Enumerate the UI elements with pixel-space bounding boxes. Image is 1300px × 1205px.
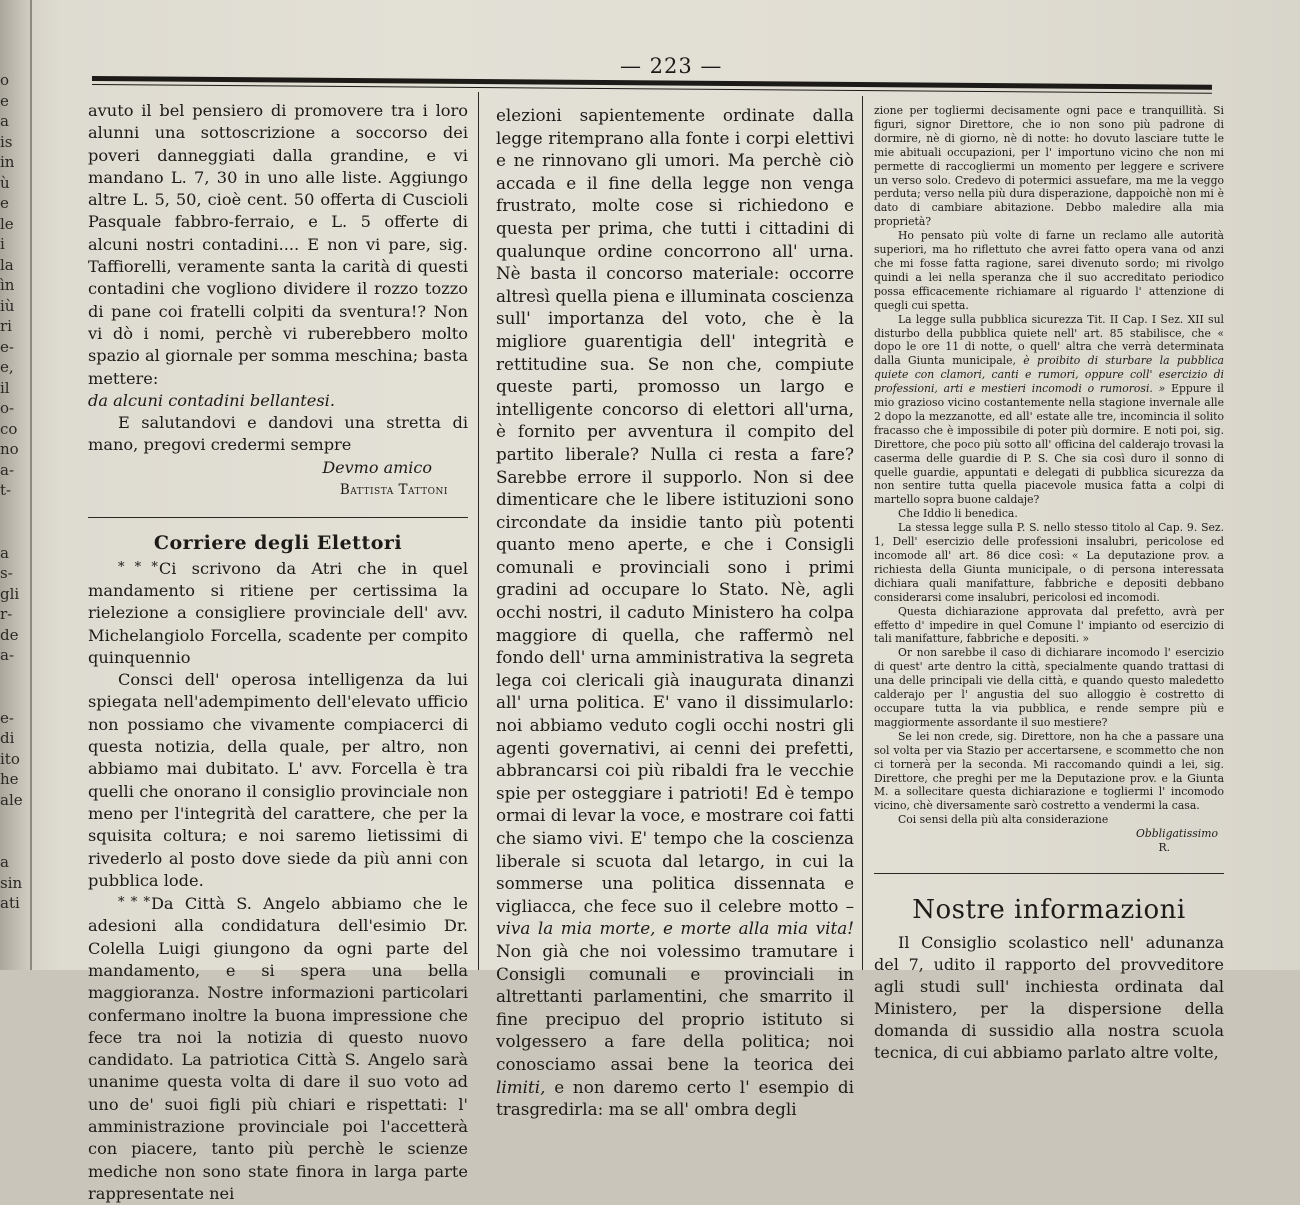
edge-fragment: no (0, 440, 19, 458)
edge-fragment: a- (0, 646, 15, 664)
edge-fragment: e (0, 91, 9, 110)
edge-fragment (0, 501, 28, 543)
column-divider-1 (478, 92, 479, 970)
letter-paragraph-italic: da alcuni contadini bellantesi. (88, 390, 335, 410)
section-heading-elettori: Corriere degli Elettori (88, 517, 468, 554)
edge-fragment: t- (0, 481, 12, 499)
news-separator-stars: * * * (118, 559, 156, 575)
edge-fragment: ù (0, 173, 10, 192)
edge-fragment: co (0, 419, 18, 438)
edge-fragment: il (0, 378, 10, 397)
edge-fragment: a (0, 853, 9, 871)
column-3 (874, 104, 1224, 1062)
previous-page-edge (0, 70, 28, 970)
news-item: Ci scrivono da Atri che in quel mandamento si ritiene per certissima la rielezione a consigliere provinciale dell' avv. Michelangiolo Forcella, scadente per compito quinquennio (88, 558, 469, 667)
edge-fragment: o (0, 71, 10, 89)
letter-paragraph: Coi sensi della più alta considerazione (898, 813, 1109, 827)
edge-fragment: in (0, 153, 15, 171)
news-paragraph: Il Consiglio scolastico nell' adunanza del 7, udito il rapporto del provveditore agli studi sull' inchiesta ordinata dal Ministero, per la dispersione della domanda di sussidio alla nostra scuola tecnica, di cui abbiamo parlato altre volte, (874, 932, 1224, 1062)
letter-paragraph: Che Iddio li benedica. (898, 507, 1018, 521)
section-heading-informazioni: Nostre informazioni (874, 873, 1224, 926)
article-text: Non già che noi volessimo tramutare i Consigli comunali e provinciali in altrettanti parlamentini, che smarrito il fine precipuo del proprio istituto si volgessero a fare della politica; noi conosciamo assai bene la teorica dei (496, 940, 854, 1074)
news-item: Da Città S. Angelo abbiamo che le adesioni alla condidatura dell'esimio Dr. Colella Luigi giungono da ogni parte del mandamento, e si spera una bella maggioranza. Nostre informazioni particolari confermano inoltre la buona impressione che fece tra noi la notizia di questo nuovo candidato. La patriotica Città S. Angelo sarà unanime questa volta di dare il suo voto ad uno de' suoi figli più chiari e rispettati: l' amministrazione provinciale poi l'accetterà con piacere, tanto più perchè le scienze mediche non sono state finora in larga parte rappresentate nei (88, 894, 468, 1203)
letter-paragraph: Se lei non crede, sig. Direttore, non ha che a passare una sol volta per via Stazio per accertarsene, e scommetto che non ci tornerà per la seconda. Mi raccomando quindi a lei, sig. Direttore, che preghi per me la Deputazione prov. e la Giunta M. a sollecitare questa dichiarazione e togliermi l' incomodo vicino, chè diversamente sarò costretto a vendermi la casa. (874, 729, 1224, 813)
edge-fragment: a (0, 543, 9, 562)
edge-fragment: e- (0, 708, 14, 727)
edge-fragment: e, (0, 358, 14, 376)
article-text: e non daremo certo l' esempio di trasgredirla: ma se all' ombra degli (496, 1076, 854, 1120)
letter-initial: R. (1158, 841, 1170, 855)
letter-paragraph: Ho pensato più volte di farne un reclamo alle autorità superiori, ma ho riflettuto che avrei fatto opera vana od anzi che mi fosse fatta ragione, sarei divenuto sordo; mi rivolgo quindi a lei nella speranza che il suo accreditato periodico possa efficacemente richiamare al riguardo l' attenzione di quegli cui spetta. (874, 229, 1224, 312)
edge-fragment (0, 810, 28, 852)
page-number: — 223 — (620, 54, 723, 78)
letter-paragraph: avuto il bel pensiero di promovere tra i loro alunni una sottoscrizione a soccorso dei poveri danneggiati dalla grandine, e vi mandano L. 7, 30 in uno alle liste. Aggiungo altre L. 5, 50, cioè cent. 50 offerta di Cuscioli Pasquale fabbro-ferraio, e L. 5 offerte di alcuni nostri contadini.... E non vi pare, sig. Taffiorelli, veramente santa la carità di questi contadini che vogliono dividere il rozzo tozzo di pane coi fratelli colpiti da sventura!? Non vi dò i nomi, perchè vi ruberebbero molto spazio al giornale per somma meschina; basta mettere: (88, 101, 468, 388)
letter-paragraph: zione per togliermi decisamente ogni pace e tranquillità. Si figuri, signor Direttore, che io non sono più padrone di dormire, nè di giorno, nè di notte: ho dovuto lasciare tutte le mie abituali occupazioni, per l' importuno vicino che non mi permette di raccogliermi un momento per leggere e scrivere un verso solo. Credevo di potermici assuefare, ma me la veggo perduta; verso nella più dura disperazione, dappoichè non mi è dato di cambiare abitazione. Debbo maledire alla mia proprietà? (874, 104, 1224, 229)
letter-paragraph: La stessa legge sulla P. S. nello stesso titolo al Cap. 9. Sez. 1, Dell' esercizio delle professioni insalubri, pericolose ed incomode all' art. 86 dice così: « La deputazione prov. a richiesta della Giunta municipale, o di persona interessata dichiara quali manifatture, fabbriche e depositi debbano considerarsi come insalubri, pericolosi ed incomodi. (874, 521, 1224, 604)
letter-paragraph: Or non sarebbe il caso di dichiarare incomodo l' esercizio di quest' arte dentro la città, specialmente quando trattasi di una delle principali vie della città, e quando questo maledetto calderajo per l' angustia del suo alloggio è costretto di occupare tutta la via pubblica, e rende sempre più e maggiormente assordante il suo mestiere? (874, 646, 1224, 729)
edge-fragment: o- (0, 399, 15, 417)
edge-fragment: ri (0, 317, 12, 335)
article-text: elezioni sapientemente ordinate dalla legge ritemprano alla fonte i corpi elettivi e ne rinnovano gli umori. Ma perchè ciò accada e il fine della legge non venga frustrato, molte cose si richiedono e questa per prima, che tutti i cittadini di qualunque ordine concorrono all' urna. Nè basta il concorso materiale: occorre altresì quella piena e illuminata coscienza sull' importanza del voto, che è la migliore guarentigia dell' integrità e rettitudine sua. Se non che, compiute queste parti, promosso un largo e intelligente concorso di elettori all'urna, è fornito per avventura il compito del partito liberale? Nulla ci resta a fare? Sarebbe errore il supporlo. Non si dee dimenticare che le libere istituzioni sono circondate da insidie tanto più potenti quanto meno aperte, e che i Consigli comunali e provinciali sono i primi gradini ad occupare lo Stato. Nè, agli occhi nostri, il caduto Ministero ha colpa maggiore di quella, che raffermò nel fondo dell' urna amministrativa la segreta lega coi clericali già inaugurata dinanzi all' urna politica. E' vano il dissimularlo: noi abbiamo veduto cogli occhi nostri gli agenti governativi, ai cenni dei prefetti, abbrancarsi coi più ribaldi fra le vecchie spie per osteggiare i patrioti! Ed è tempo ormai di levar la voce, e mostrare coi fatti che siamo vivi. E' tempo che la coscienza liberale si scuota dal letargo, in cui la sommerse una politica dissennata e vigliacca, che fece suo il celebre motto – (496, 105, 855, 916)
edge-fragment: e (0, 194, 9, 212)
edge-fragment: r- (0, 605, 13, 623)
letter-closing: E salutandovi e dandovi una stretta di mano, pregovi credermi sempre (88, 413, 468, 455)
edge-fragment (0, 666, 28, 708)
edge-fragment: sin (0, 873, 23, 892)
edge-fragment: le (0, 214, 14, 233)
edge-fragment: he (0, 770, 19, 788)
signature-name: Battista Tattoni (339, 482, 448, 499)
column-1 (88, 100, 469, 1203)
edge-fragment: iù (0, 296, 15, 315)
article-motto: viva la mia morte, e morte alla mia vita! (496, 918, 854, 939)
column-divider-2 (862, 96, 863, 970)
letter-paragraph: Questa dichiarazione approvata dal prefetto, avrà per effetto d' impedire in quel Comune l' impianto od esercizio di tali manifatture, fabbriche e depositi. » (874, 604, 1224, 646)
law-citation: La legge sulla pubblica sicurezza Tit. II Cap. I Sez. XII sul disturbo della pubblica quiete nell' art. 85 stabilisce, che « dopo le ore 11 di notte, o quell' altra che verrà determinata dalla Giunta municipale, (874, 312, 1224, 368)
article-emphasis: limiti, (496, 1076, 546, 1097)
edge-fragment: is (0, 132, 13, 151)
news-separator-stars: * * * (118, 895, 148, 911)
edge-fragment: ati (0, 894, 20, 912)
edge-fragment: s- (0, 564, 13, 582)
edge-fragment: i (0, 235, 5, 253)
column-2 (496, 104, 855, 1120)
law-quote: è proibito di sturbare la pubblica quiete con clamori, canti e rumori, oppure coll' esercizio di professioni, arti e mestieri incomodi o rumorosi. » (874, 354, 1224, 396)
edge-fragment: ale (0, 790, 23, 809)
edge-fragment: ito (0, 749, 20, 768)
edge-fragment: a- (0, 460, 15, 479)
letter-text: Eppure il mio grazioso vicino costantemente nella stagione invernale alle 2 dopo la mezzanotte, ed all' estate alle tre, incomincia il solito fracasso che è impossibile di poter più dormire. E noti poi, sig. Direttore, che poco più sotto all' officina del calderajo trovasi la caserma delle guardie di P. S. Che sia così duro il sonno di quelle guardie, appuntati e delegati di pubblica sicurezza da non sentire tutta quella piacevole musica fatta a colpi di martello sopra buone caldaje? (874, 382, 1224, 507)
edge-fragment: a (0, 112, 9, 130)
signature-title: Devmo amico (322, 457, 432, 477)
letter-closing-signature: Obbligatissimo (1136, 827, 1218, 841)
edge-fragment: di (0, 729, 15, 747)
edge-fragment: de (0, 625, 19, 644)
edge-fragment: e- (0, 337, 14, 356)
edge-fragment: ìn (0, 276, 15, 294)
edge-fragment: gli (0, 584, 20, 603)
edge-fragment: la (0, 255, 14, 274)
news-item: Consci dell' operosa intelligenza da lui spiegata nell'adempimento dell'elevato ufficio non possiamo che vivamente compiacerci di questa notizia, della quale, per altro, non abbiamo mai dubitato. L' avv. Forcella è tra quelli che onorano il consiglio provinciale non meno per l'integrità del carattere, che per la squisita coltura; e noi saremo lietissimi di rivederlo al posto dove siede da più anni con pubblica lode. (88, 670, 468, 890)
